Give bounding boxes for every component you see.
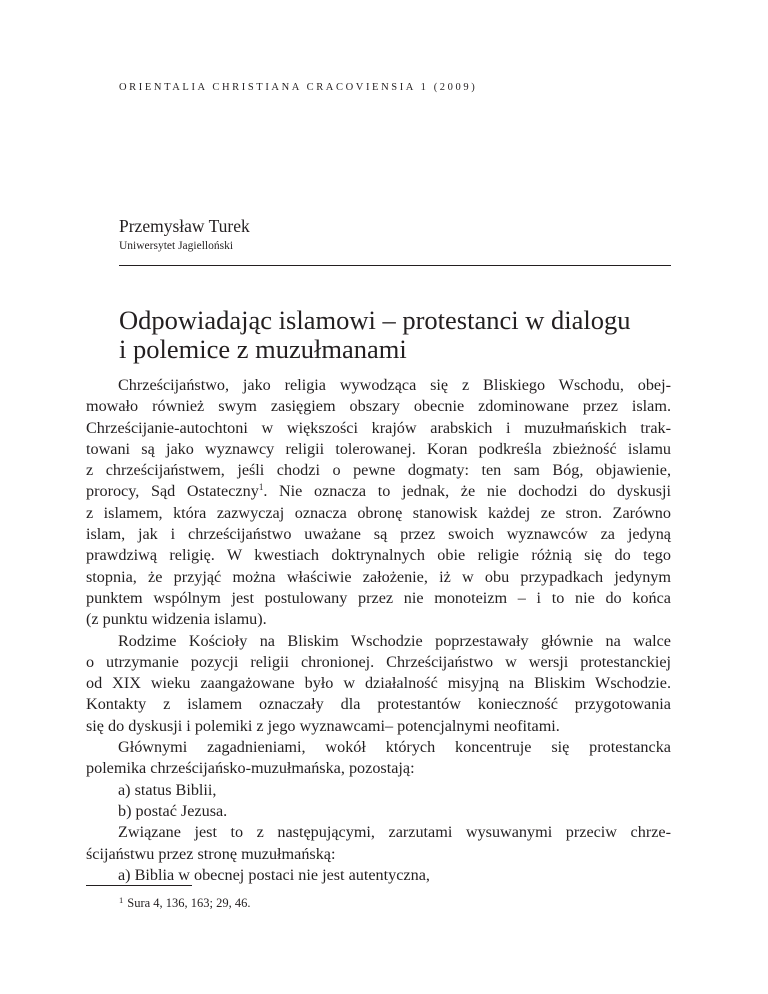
- list-item: a) Biblia w obecnej postaci nie jest autentyczna,: [118, 865, 430, 884]
- body-line: Rodzime Kościoły na Bliskim Wschodzie poprzestawały głównie na walce: [118, 631, 671, 650]
- list-item: b) postać Jezusa.: [118, 801, 228, 820]
- body-line: Głównymi zagadnieniami, wokół których koncentruje się protestancka: [118, 738, 671, 757]
- body-line: od XIX wieku zaangażowane było w działalność misyjną na Bliskim Wschodzie.: [86, 674, 671, 693]
- article-body: [86, 375, 671, 886]
- header-divider: [119, 265, 671, 266]
- footnote-number: 1: [119, 895, 124, 905]
- body-line: towani są jako wyznawcy religii tolerowanej. Koran podkreśla zbieżność islamu: [86, 439, 671, 458]
- body-line: islam, jak i chrześcijaństwo uważane są przez swoich wyznawców za jedyną: [86, 525, 671, 544]
- footnote-text: Sura 4, 136, 163; 29, 46.: [127, 896, 251, 910]
- body-line: mowało również swym zasięgiem obszary obecnie zdominowane przez islam.: [86, 397, 671, 416]
- title-line-1: Odpowiadając islamowi – protestanci w dialogu: [119, 305, 631, 335]
- journal-header: ORIENTALIA CHRISTIANA CRACOVIENSIA 1 (2009): [119, 82, 478, 93]
- body-line: polemika chrześcijańsko-muzułmańska, pozostają:: [86, 759, 415, 778]
- body-line: Chrześcijanie-autochtoni w większości krajów arabskich i muzułmańskich trak-: [86, 418, 671, 437]
- body-line: (z punktu widzenia islamu).: [86, 610, 267, 629]
- body-text: . Nie oznacza to jednak, że nie dochodzi do dyskusji: [263, 482, 671, 501]
- title-line-2: i polemice z muzułmanami: [119, 334, 407, 364]
- body-line: się do dyskusji i polemiki z jego wyznawcami– potencjalnymi neofitami.: [86, 716, 560, 735]
- footnote: [119, 895, 251, 911]
- body-line: o utrzymanie pozycji religii chronionej. Chrześcijaństwo w wersji protestanckiej: [86, 652, 671, 671]
- body-text: prorocy, Sąd Ostateczny: [86, 482, 259, 501]
- body-line: Chrześcijaństwo, jako religia wywodząca się z Bliskiego Wschodu, obej-: [118, 376, 671, 394]
- footnote-divider: [86, 885, 192, 886]
- body-line: prawdziwą religię. W kwestiach doktrynalnych obie religie różnią się do tego: [86, 546, 671, 565]
- body-line: ścijaństwu przez stronę muzułmańską:: [86, 844, 336, 863]
- body-line: Kontakty z islamem oznaczały dla protestantów konieczność przygotowania: [86, 695, 671, 714]
- body-line: punktem wspólnym jest postulowany przez nie monoteizm – i to nie do końca: [86, 588, 671, 607]
- body-line: z chrześcijaństwem, jeśli chodzi o pewne dogmaty: ten sam Bóg, objawienie,: [86, 461, 671, 480]
- author-affiliation: Uniwersytet Jagielloński: [119, 240, 234, 252]
- author-name: Przemysław Turek: [119, 216, 250, 236]
- body-line: Związane jest to z następującymi, zarzutami wysuwanymi przeciw chrze-: [118, 823, 671, 842]
- article-title: [119, 306, 679, 364]
- footnote-reference[interactable]: 1: [258, 482, 264, 493]
- body-line: z islamem, która zazwyczaj oznacza obronę stanowisk każdej ze stron. Zarówno: [86, 503, 671, 522]
- body-line: stopnia, że przyjąć można właściwie założenie, iż w obu przypadkach jedynym: [86, 567, 671, 586]
- body-line: [86, 481, 671, 502]
- list-item: a) status Biblii,: [118, 780, 217, 799]
